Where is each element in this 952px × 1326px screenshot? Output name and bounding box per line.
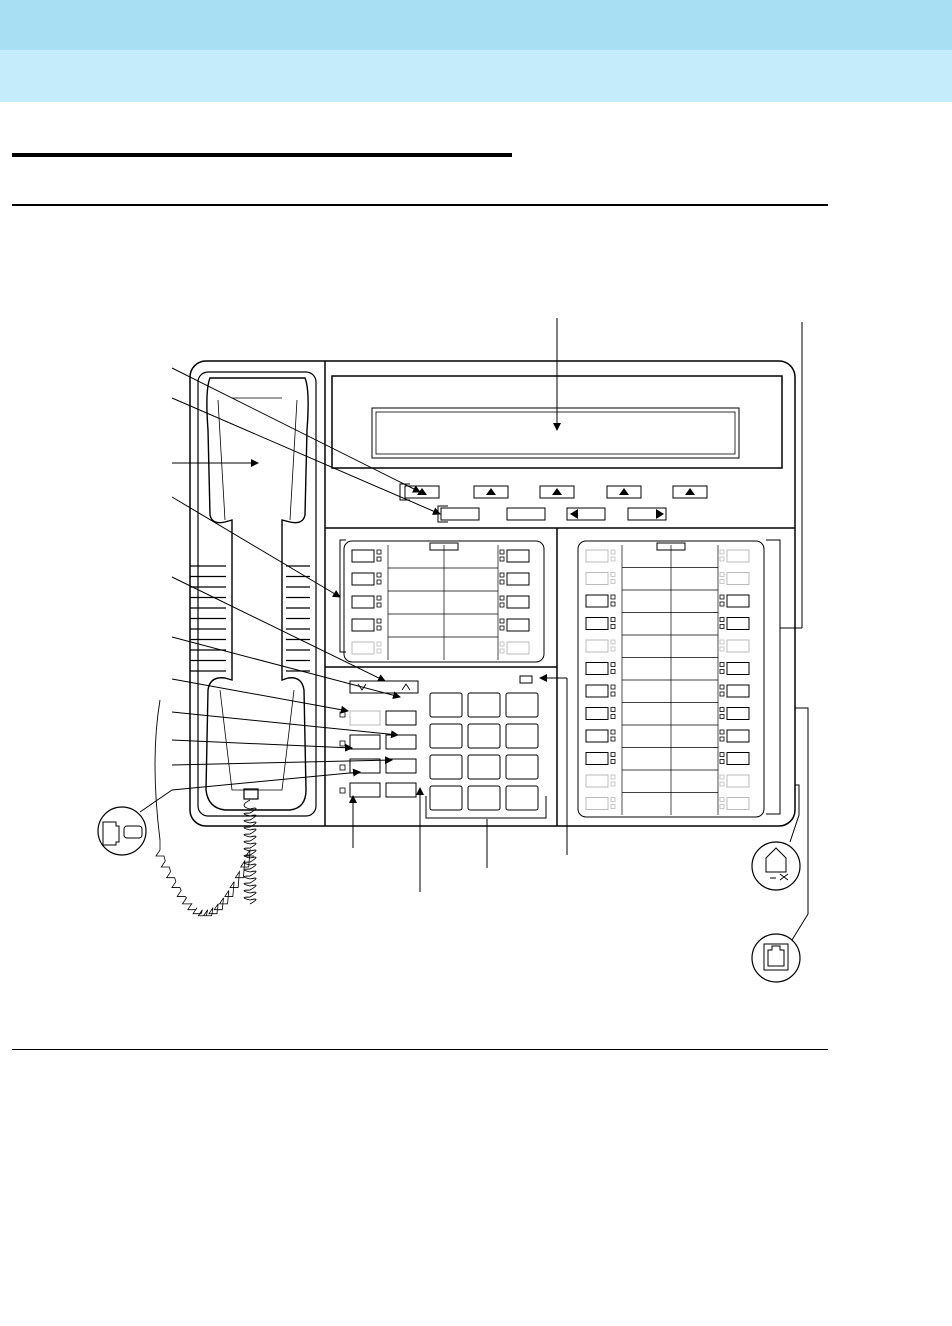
status-lamp (377, 619, 381, 623)
status-lamp (611, 685, 615, 689)
line-button (507, 642, 529, 654)
status-lamp (720, 647, 724, 651)
feature-lamp (340, 788, 345, 793)
status-lamp (611, 715, 615, 719)
status-lamp (611, 737, 615, 741)
left-arrow-icon (570, 509, 578, 519)
line-button (727, 730, 749, 742)
status-lamp (720, 595, 724, 599)
feature-button (350, 735, 380, 749)
status-lamp (611, 647, 615, 651)
line-button (727, 663, 749, 675)
phone-body (190, 361, 795, 826)
status-lamp (500, 557, 504, 561)
feature-button (350, 783, 380, 797)
handset-detail (218, 398, 297, 680)
status-lamp (500, 642, 504, 646)
volume-up-icon (402, 684, 410, 690)
feature-lamp (340, 712, 345, 717)
line-button (727, 775, 749, 787)
status-lamp (611, 625, 615, 629)
softkey-arrow-icon (619, 488, 629, 495)
dial-pad-bracket (426, 796, 546, 818)
status-lamp (720, 760, 724, 764)
dial-pad-key (430, 755, 462, 779)
callout-line (172, 760, 392, 765)
dial-pad-key (506, 693, 538, 717)
status-lamp (377, 626, 381, 630)
status-lamp (377, 649, 381, 653)
line-button (727, 708, 749, 720)
line-button (727, 798, 749, 810)
dial-pad-key (430, 693, 462, 717)
status-lamp (377, 573, 381, 577)
dial-pad-key (506, 786, 538, 810)
handset-cord-loop (156, 840, 254, 916)
line-button (586, 708, 608, 720)
feature-button (386, 711, 416, 725)
message-light (520, 676, 532, 683)
handset-cord-left (155, 700, 160, 840)
status-lamp (611, 595, 615, 599)
line-button (507, 596, 529, 608)
status-lamp (720, 708, 724, 712)
status-lamp (611, 573, 615, 577)
status-lamp (720, 730, 724, 734)
callout-line (172, 497, 340, 597)
line-button (352, 642, 374, 654)
status-lamp (720, 715, 724, 719)
softkey-arrow-icon (685, 488, 695, 495)
handset-jack-icon (103, 822, 119, 845)
line-button (586, 798, 608, 810)
line-button (586, 640, 608, 652)
status-lamp (720, 775, 724, 779)
adjunct-jack-icon (770, 874, 788, 880)
dial-pad-key (468, 724, 500, 748)
status-lamp (500, 596, 504, 600)
status-lamp (377, 557, 381, 561)
status-lamp (611, 782, 615, 786)
handset-cradle (198, 372, 316, 816)
feature-lamp (340, 765, 345, 770)
status-lamp (611, 602, 615, 606)
status-lamp (720, 573, 724, 577)
line-button (352, 573, 374, 585)
status-lamp (377, 642, 381, 646)
status-lamp (720, 663, 724, 667)
status-lamp (500, 573, 504, 577)
display-control-key (507, 508, 545, 520)
status-lamp (611, 753, 615, 757)
status-lamp (377, 550, 381, 554)
right-arrow-icon (656, 509, 664, 519)
feature-button (386, 759, 416, 773)
line-button (727, 573, 749, 585)
status-lamp (377, 596, 381, 600)
status-lamp (720, 640, 724, 644)
status-lamp (720, 602, 724, 606)
dial-pad-key (430, 724, 462, 748)
status-lamp (500, 619, 504, 623)
status-lamp (720, 580, 724, 584)
left-module-bracket (340, 540, 346, 652)
line-button (586, 595, 608, 607)
line-button (586, 550, 608, 562)
line-button (586, 573, 608, 585)
handset-earpiece (220, 690, 294, 790)
line-cord-jack-icon (764, 944, 788, 970)
feature-button (386, 783, 416, 797)
display-control-key (441, 508, 479, 520)
status-lamp (611, 557, 615, 561)
status-lamp (611, 580, 615, 584)
status-lamp (611, 670, 615, 674)
status-lamp (611, 775, 615, 779)
line-button (507, 550, 529, 562)
status-lamp (611, 640, 615, 644)
display-screen-inner (376, 412, 735, 454)
line-button (352, 619, 374, 631)
line-button (586, 753, 608, 765)
status-lamp (611, 692, 615, 696)
status-lamp (611, 550, 615, 554)
line-cord-jack-icon (752, 934, 800, 982)
status-lamp (611, 663, 615, 667)
line-button (586, 730, 608, 742)
display-screen (372, 408, 739, 458)
line-button (586, 618, 608, 630)
status-lamp (720, 753, 724, 757)
status-lamp (500, 649, 504, 653)
status-lamp (720, 805, 724, 809)
line-button (352, 550, 374, 562)
dial-pad-key (506, 724, 538, 748)
status-lamp (720, 557, 724, 561)
line-button (352, 596, 374, 608)
softkey-arrow-icon (486, 488, 496, 495)
status-lamp (377, 580, 381, 584)
status-lamp (611, 798, 615, 802)
right-module-bracket (766, 540, 780, 814)
adjunct-jack-icon (766, 848, 786, 872)
status-lamp (377, 603, 381, 607)
line-button (507, 573, 529, 585)
callout-line (172, 772, 360, 790)
dial-pad-key (430, 786, 462, 810)
softkey-arrow-icon (552, 488, 562, 495)
handset-jack-icon (98, 807, 146, 855)
status-lamp (720, 798, 724, 802)
dial-pad-key (468, 786, 500, 810)
status-lamp (500, 603, 504, 607)
handset-jack-icon (124, 826, 142, 838)
status-lamp (720, 625, 724, 629)
line-button (586, 663, 608, 675)
line-button (727, 595, 749, 607)
line-button (727, 640, 749, 652)
line-button (727, 685, 749, 697)
status-lamp (720, 692, 724, 696)
line-button (586, 775, 608, 787)
status-lamp (611, 730, 615, 734)
status-lamp (611, 760, 615, 764)
status-lamp (720, 782, 724, 786)
status-lamp (500, 550, 504, 554)
adjunct-jack-icon (752, 842, 800, 890)
callout-line (172, 712, 398, 735)
feature-button (386, 735, 416, 749)
feature-lamp (340, 741, 345, 746)
status-lamp (500, 626, 504, 630)
status-lamp (611, 618, 615, 622)
line-button (507, 619, 529, 631)
dial-pad-key (468, 755, 500, 779)
status-lamp (720, 685, 724, 689)
line-button (727, 550, 749, 562)
line-button (727, 618, 749, 630)
line-button (727, 753, 749, 765)
dial-pad-key (506, 755, 538, 779)
status-lamp (720, 618, 724, 622)
status-lamp (611, 708, 615, 712)
dial-pad-key (468, 693, 500, 717)
status-lamp (720, 670, 724, 674)
status-lamp (500, 580, 504, 584)
line-button (586, 685, 608, 697)
feature-button (350, 711, 380, 725)
status-lamp (720, 737, 724, 741)
status-lamp (611, 805, 615, 809)
cord-jack (244, 789, 258, 799)
status-lamp (720, 550, 724, 554)
